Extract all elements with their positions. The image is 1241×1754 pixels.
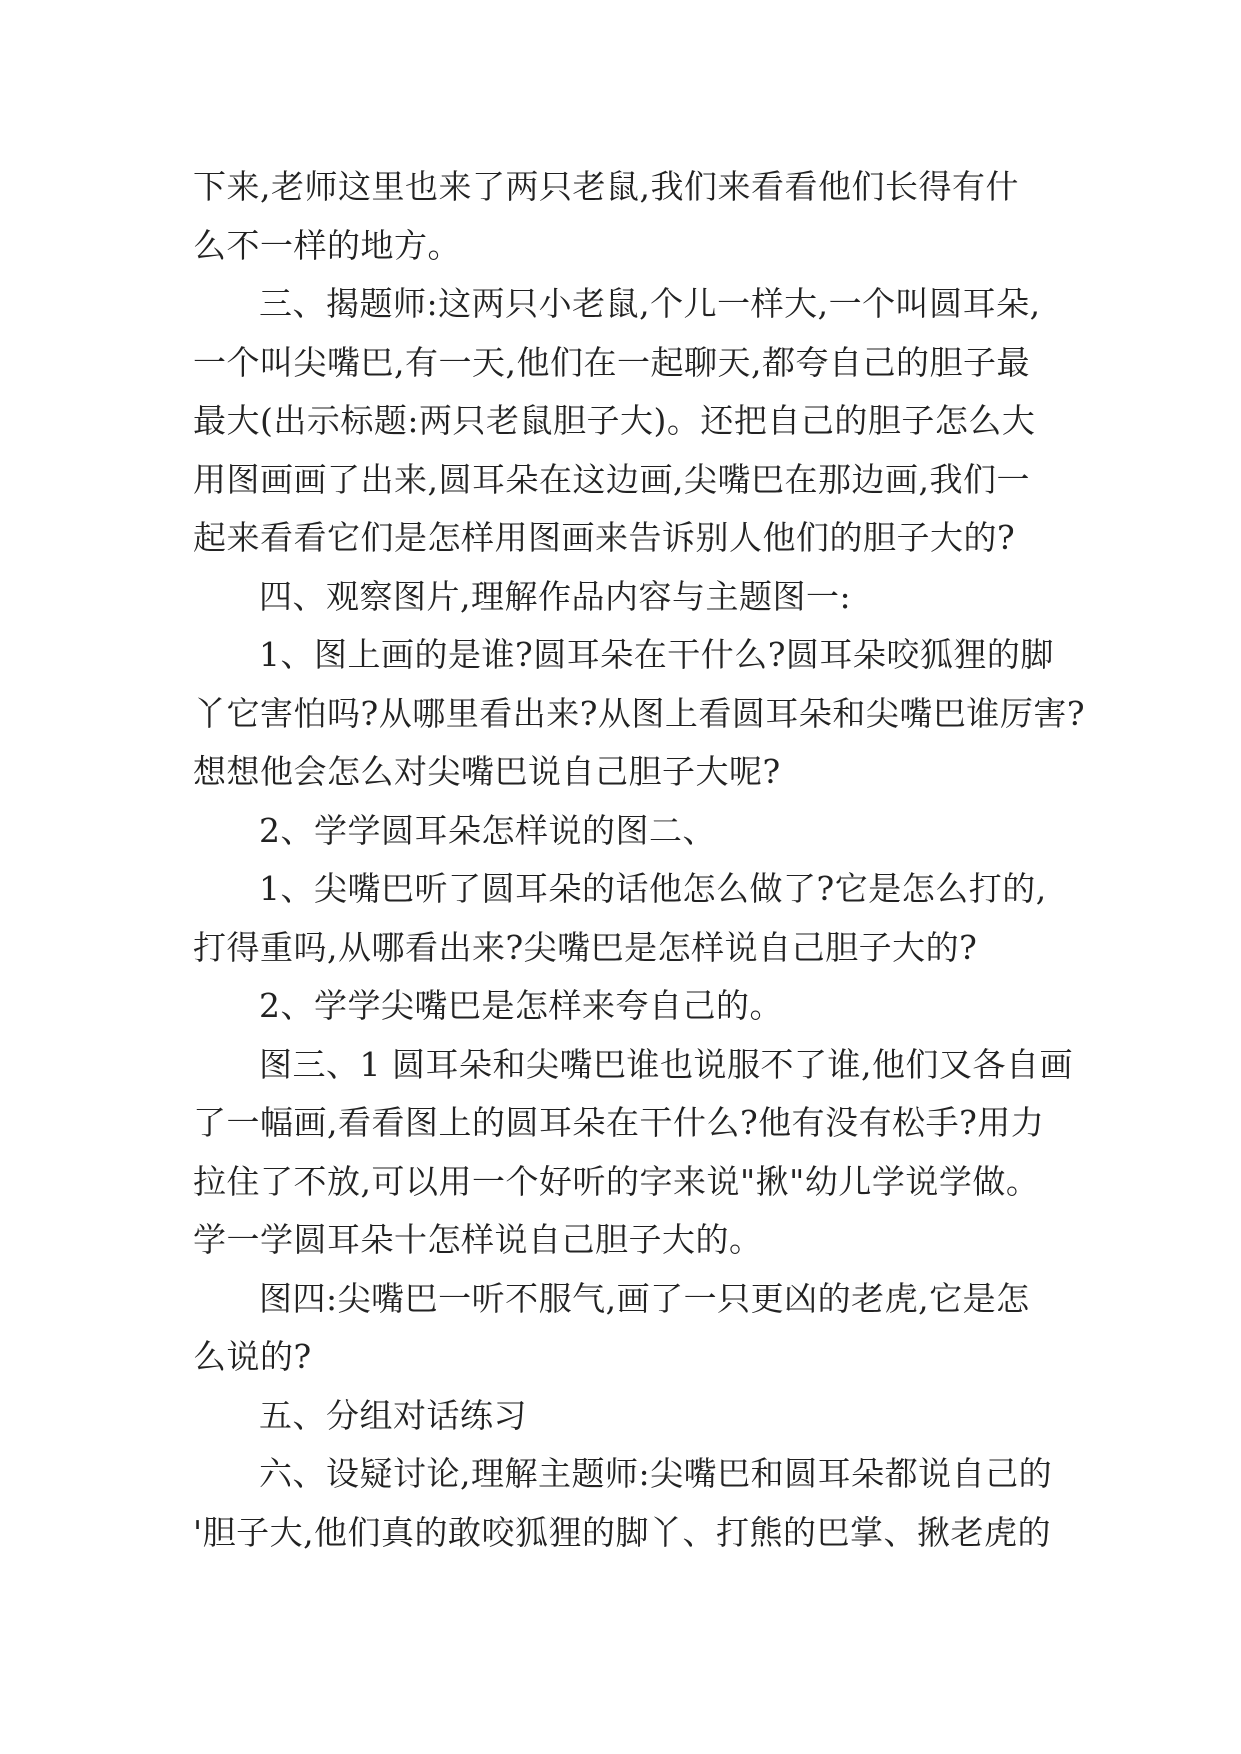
- text-line: 四、观察图片,理解作品内容与主题图一:: [259, 576, 852, 616]
- text-line: 最大(出示标题:两只老鼠胆子大)。还把自己的胆子怎么大: [193, 401, 1036, 440]
- text-line: 1、图上画的是谁?圆耳朵在干什么?圆耳朵咬狐狸的脚: [259, 635, 1054, 674]
- text-line: 六、设疑讨论,理解主题师:尖嘴巴和圆耳朵都说自己的: [259, 1454, 1053, 1493]
- text-line: 学一学圆耳朵十怎样说自己胆子大的。: [193, 1220, 763, 1259]
- text-line: 拉住了不放,可以用一个好听的字来说"揪"幼儿学说学做。: [193, 1161, 1040, 1201]
- text-line: 2、学学圆耳朵怎样说的图二、: [259, 810, 716, 850]
- text-line: 下来,老师这里也来了两只老鼠,我们来看看他们长得有什: [193, 167, 1019, 206]
- document-body: [193, 158, 1086, 1562]
- text-line: 了一幅画,看看图上的圆耳朵在干什么?他有没有松手?用力: [193, 1103, 1045, 1142]
- text-line: 用图画画了出来,圆耳朵在这边画,尖嘴巴在那边画,我们一: [193, 459, 1030, 499]
- text-line: 起来看看它们是怎样用图画来告诉别人他们的胆子大的?: [193, 518, 1016, 557]
- text-line: 丫它害怕吗?从哪里看出来?从图上看圆耳朵和尖嘴巴谁厉害?: [193, 693, 1086, 733]
- text-line: 1、尖嘴巴听了圆耳朵的话他怎么做了?它是怎么打的,: [259, 869, 1047, 908]
- text-line: 一个叫尖嘴巴,有一天,他们在一起聊天,都夸自己的胆子最: [193, 342, 1030, 382]
- text-line: '胆子大,他们真的敢咬狐狸的脚丫、打熊的巴掌、揪老虎的: [193, 1512, 1052, 1552]
- text-line: 2、学学尖嘴巴是怎样来夸自己的。: [259, 986, 783, 1025]
- text-line: 五、分组对话练习: [259, 1395, 527, 1435]
- text-line: 三、揭题师:这两只小老鼠,个儿一样大,一个叫圆耳朵,: [259, 284, 1041, 323]
- text-line: 想想他会怎么对尖嘴巴说自己胆子大呢?: [193, 752, 781, 791]
- text-line: 图三、1 圆耳朵和尖嘴巴谁也说服不了谁,他们又各自画: [259, 1044, 1073, 1084]
- text-line: 么不一样的地方。: [193, 225, 461, 265]
- text-line: 图四:尖嘴巴一听不服气,画了一只更凶的老虎,它是怎: [259, 1278, 1030, 1318]
- text-line: 打得重吗,从哪看出来?尖嘴巴是怎样说自己胆子大的?: [193, 927, 978, 967]
- text-line: 么说的?: [193, 1337, 312, 1376]
